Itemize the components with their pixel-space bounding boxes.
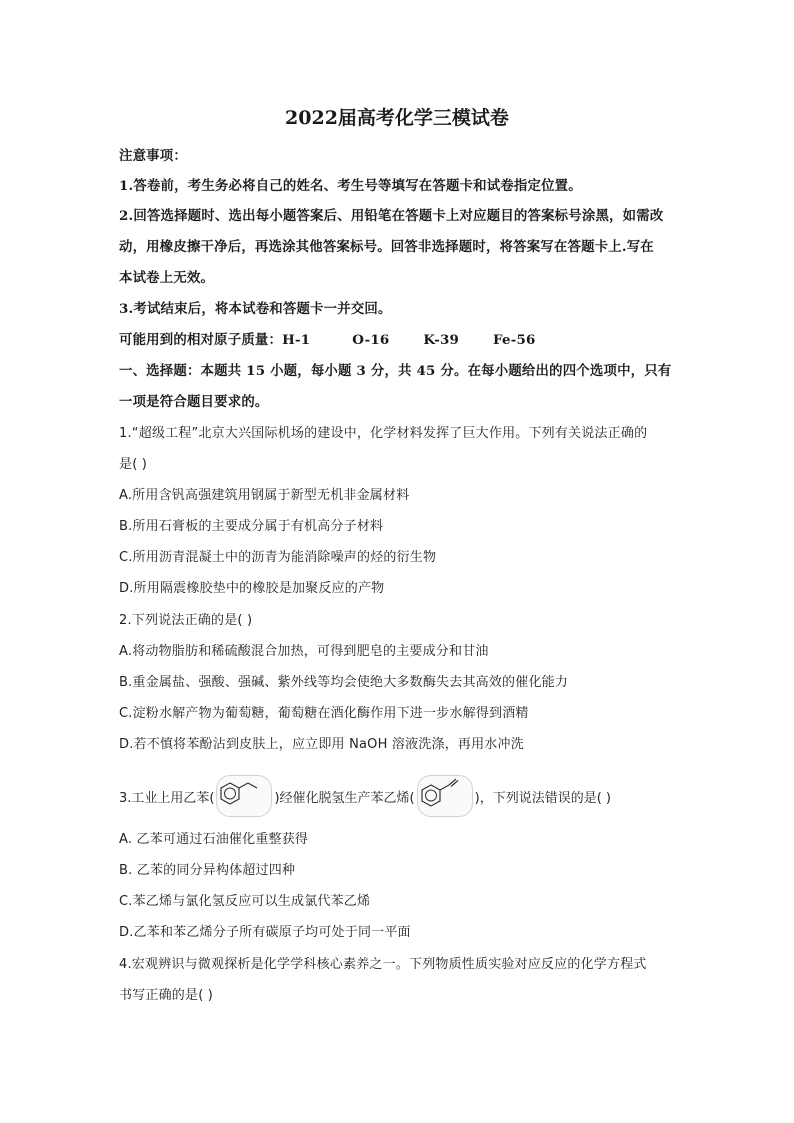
styrene-structure-icon <box>417 775 473 817</box>
notice-item-2-end: 本试卷上无效。 <box>119 270 215 286</box>
q1-option-b: B.所用石膏板的主要成分属于有机高分子材料 <box>119 519 384 534</box>
q1-option-d: D.所用隔震橡胶垫中的橡胶是加聚反应的产物 <box>119 581 385 596</box>
q4-stem-cont: 书写正确的是( ) <box>119 988 214 1003</box>
q2-option-b: B.重金属盐、强酸、强碱、紫外线等均会使绝大多数酶失去其高效的催化能力 <box>119 675 569 690</box>
q2-option-d: D.若不慎将苯酚沾到皮肤上，应立即用 NaOH 溶液洗涤，再用水冲洗 <box>119 737 524 752</box>
q2-stem: 2.下列说法正确的是( ) <box>119 613 253 628</box>
q1-stem: 1.“超级工程”北京大兴国际机场的建设中，化学材料发挥了巨大作用。下列有关说法正确的 <box>119 426 648 441</box>
section-heading-cont: 一项是符合题目要求的。 <box>119 394 269 410</box>
q3-stem <box>119 776 611 816</box>
atomic-mass-k: K-39 <box>423 332 460 348</box>
q3-option-b: B. 乙苯的同分异构体超过四种 <box>119 863 296 878</box>
section-heading: 一、选择题：本题共 15 小题，每小题 3 分，共 45 分。在每小题给出的四个选项中，只有 <box>119 363 672 379</box>
notice-item-3: 3.考试结束后，将本试卷和答题卡一并交回。 <box>119 301 392 317</box>
notice-item-2-cont: 动，用橡皮擦干净后，再选涂其他答案标号。回答非选择题时，将答案写在答题卡上.写在 <box>119 239 654 255</box>
exam-title: 2022届高考化学三模试卷 <box>285 107 509 129</box>
atomic-mass-o: O-16 <box>352 332 390 348</box>
q2-option-c: C.淀粉水解产物为葡萄糖，葡萄糖在酒化酶作用下进一步水解得到酒精 <box>119 706 529 721</box>
notice-item-1: 1.答卷前，考生务必将自己的姓名、考生号等填写在答题卡和试卷指定位置。 <box>119 178 582 194</box>
notice-item-2: 2.回答选择题时、选出每小题答案后、用铅笔在答题卡上对应题目的答案标号涂黑，如需改 <box>119 208 664 224</box>
q3-option-d: D.乙苯和苯乙烯分子所有碳原子均可处于同一平面 <box>119 925 411 940</box>
q3-stem-part3: )，下列说法错误的是( ) <box>474 790 611 806</box>
ethylbenzene-structure-icon <box>216 775 272 817</box>
notice-heading: 注意事项： <box>119 148 187 164</box>
q3-option-a: A. 乙苯可通过石油催化重整获得 <box>119 832 309 847</box>
q3-option-c: C.苯乙烯与氯化氢反应可以生成氯代苯乙烯 <box>119 894 371 909</box>
q3-stem-part1: 3.工业上用乙苯( <box>119 790 215 806</box>
atomic-mass-h: H-1 <box>282 332 311 348</box>
q1-stem-cont: 是( ) <box>119 457 148 472</box>
atomic-mass-fe: Fe-56 <box>493 332 536 348</box>
q1-option-c: C.所用沥青混凝土中的沥青为能消除噪声的烃的衍生物 <box>119 550 437 565</box>
q2-option-a: A.将动物脂肪和稀硫酸混合加热，可得到肥皂的主要成分和甘油 <box>119 644 489 659</box>
atomic-masses <box>119 330 679 350</box>
q4-stem: 4.宏观辨识与微观探析是化学学科核心素养之一。下列物质性质实验对应反应的化学方程式 <box>119 957 647 972</box>
q1-option-a: A.所用含钒高强建筑用钢属于新型无机非金属材料 <box>119 488 410 503</box>
q3-stem-part2: )经催化脱氢生产苯乙烯( <box>274 790 415 806</box>
atomic-masses-label: 可能用到的相对原子质量： <box>119 332 283 348</box>
